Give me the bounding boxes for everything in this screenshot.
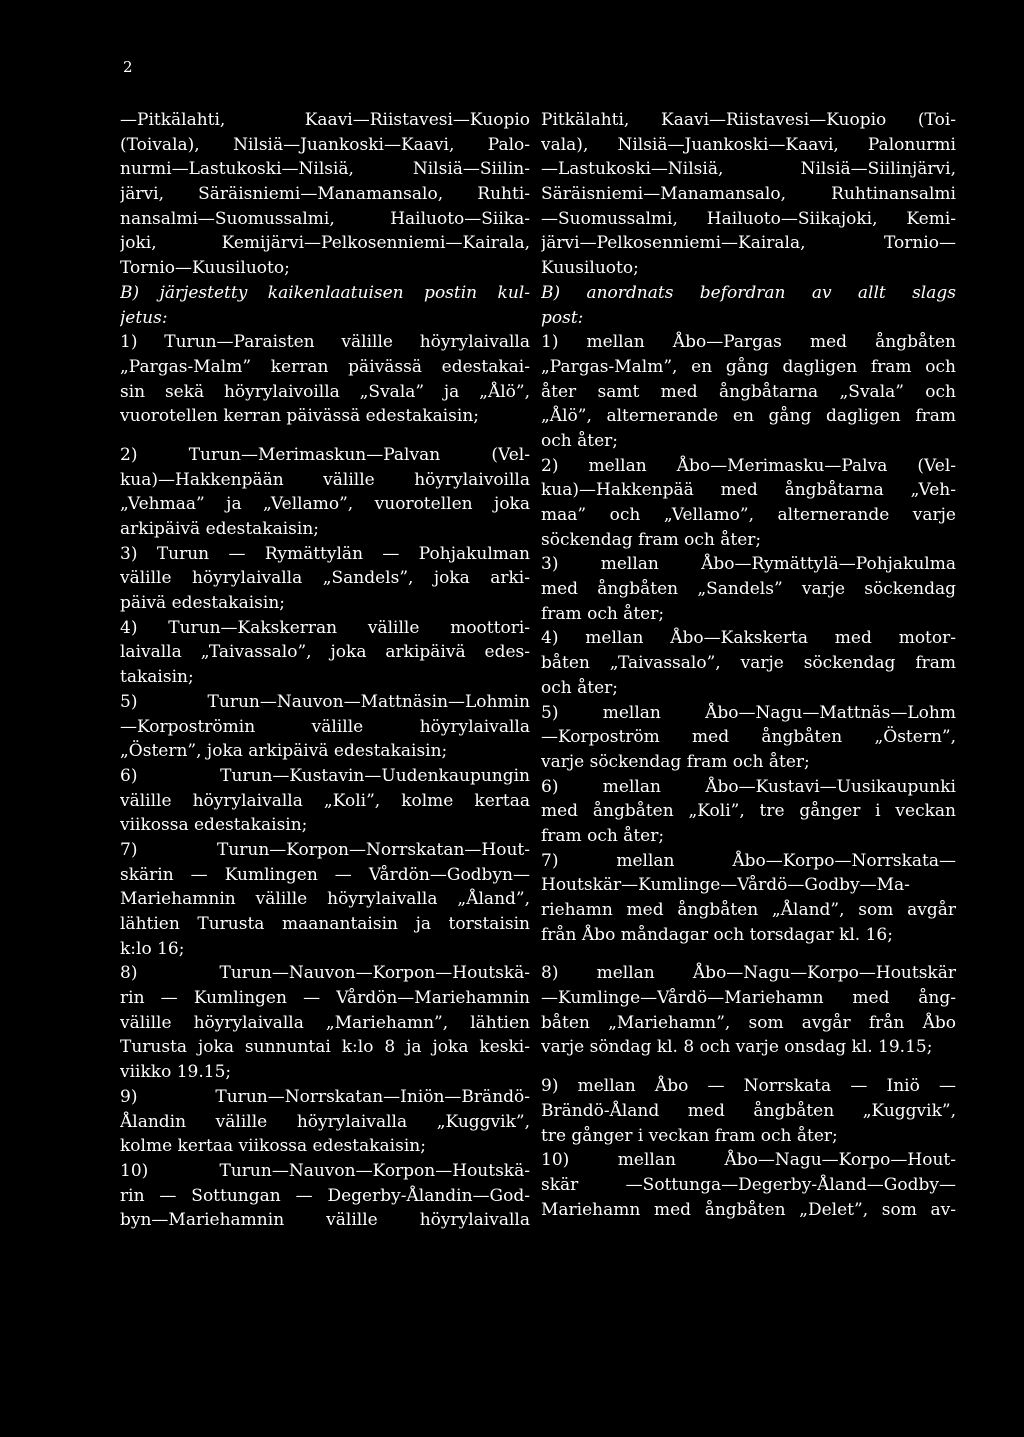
text-line: Mariehamnin välille höyrylaivalla „Åland”,	[120, 889, 530, 910]
text-line: skärin — Kumlingen — Vårdön—Godbyn—	[120, 864, 530, 885]
text-line: —Korpoströmin välille höyrylaivalla	[120, 716, 530, 737]
text-line: varje söckendag fram och åter;	[541, 751, 810, 772]
text-line: 2) Turun—Merimaskun—Palvan (Vel-	[120, 444, 530, 465]
text-line: 6) Turun—Kustavin—Uudenkaupungin	[120, 765, 530, 786]
text-line: från Åbo måndagar och torsdagar kl. 16;	[541, 924, 893, 945]
text-line: 8) mellan Åbo—Nagu—Korpo—Houtskär	[541, 963, 956, 984]
text-line: 2) mellan Åbo—Merimasku—Palva (Vel-	[541, 455, 956, 476]
paragraph-gap	[541, 1060, 956, 1074]
text-line: 4) Turun—Kakskerran välille moottori-	[120, 617, 530, 638]
text-line: välille höyrylaivalla „Koli”, kolme kertaa	[120, 790, 530, 811]
text-line: med ångbåten „Sandels” varje söckendag	[541, 579, 956, 600]
text-line: Houtskär—Kumlinge—Vårdö—Godby—Ma-	[541, 875, 910, 896]
text-line: 10) Turun—Nauvon—Korpon—Houtskä-	[120, 1160, 530, 1181]
text-line: 1) mellan Åbo—Pargas med ångbåten	[541, 332, 956, 353]
text-line: Kuusiluoto;	[541, 258, 639, 279]
text-line: „Pargas-Malm” kerran päivässä edestakai-	[120, 356, 530, 377]
text-line: Turusta joka sunnuntai k:lo 8 ja joka keski-	[120, 1037, 530, 1058]
text-line: —Suomussalmi, Hailuoto—Siikajoki, Kemi-	[541, 208, 956, 229]
text-line: —Korpoström med ångbåten „Östern”,	[541, 727, 956, 748]
text-line: —Lastukoski—Nilsiä, Nilsiä—Siilinjärvi,	[541, 159, 956, 180]
text-line: fram och åter;	[541, 825, 665, 846]
text-line: post:	[541, 307, 584, 328]
text-line: 1) Turun—Paraisten välille höyrylaivalla	[120, 332, 530, 353]
text-line: med ångbåten „Koli”, tre gånger i veckan	[541, 801, 956, 822]
text-line: jetus:	[120, 307, 168, 328]
text-line: 9) mellan Åbo — Norrskata — Iniö —	[541, 1076, 956, 1097]
swedish-column	[541, 108, 956, 1222]
page-number: 2	[123, 58, 133, 76]
text-line: rin — Kumlingen — Vårdön—Mariehamnin	[120, 988, 530, 1009]
text-line: kolme kertaa viikossa edestakaisin;	[120, 1136, 426, 1157]
text-line: järvi, Säräisniemi—Manamansalo, Ruhti-	[120, 184, 530, 205]
text-line: båten „Mariehamn”, som avgår från Åbo	[541, 1012, 956, 1033]
text-line: Säräisniemi—Manamansalo, Ruhtinansalmi	[541, 184, 956, 205]
text-line: och åter;	[541, 430, 618, 451]
text-line: välille höyrylaivalla „Mariehamn”, lähtien	[120, 1012, 530, 1033]
text-line: „Ålö”, alternerande en gång dagligen fram	[541, 406, 956, 427]
text-line: „Vehmaa” ja „Vellamo”, vuorotellen joka	[120, 494, 530, 515]
text-line: nurmi—Lastukoski—Nilsiä, Nilsiä—Siilin-	[120, 159, 530, 180]
text-line: joki, Kemijärvi—Pelkosenniemi—Kairala,	[120, 233, 530, 254]
text-line: lähtien Turusta maanantaisin ja torstaisin	[120, 914, 530, 934]
text-line: byn—Mariehamnin välille höyrylaivalla	[120, 1210, 530, 1231]
text-line: B) anordnats befordran av allt slags	[541, 282, 956, 303]
text-line: kua)—Hakkenpää med ångbåtarna „Veh-	[541, 480, 956, 501]
text-line: viikko 19.15;	[120, 1062, 232, 1083]
text-line: skär —Sottunga—Degerby-Åland—Godby—	[541, 1174, 956, 1195]
text-line: och åter;	[541, 677, 618, 698]
text-line: 10) mellan Åbo—Nagu—Korpo—Hout-	[541, 1150, 956, 1171]
text-line: arkipäivä edestakaisin;	[120, 519, 320, 539]
text-line: 7) Turun—Korpon—Norrskatan—Hout-	[120, 839, 530, 860]
text-line: 5) mellan Åbo—Nagu—Mattnäs—Lohm	[541, 702, 956, 723]
text-line: 7) mellan Åbo—Korpo—Norrskata—	[541, 850, 956, 871]
text-line: B) järjestetty kaikenlaatuisen postin kul-	[120, 282, 530, 303]
text-line: 3) mellan Åbo—Rymättylä—Pohjakulma	[541, 554, 956, 575]
text-line: 6) mellan Åbo—Kustavi—Uusikaupunki	[541, 776, 956, 797]
text-line: åter samt med ångbåtarna „Svala” och	[541, 381, 956, 402]
text-line: 8) Turun—Nauvon—Korpon—Houtskä-	[120, 963, 530, 984]
text-line: fram och åter;	[541, 603, 665, 624]
text-line: laivalla „Taivassalo”, joka arkipäivä edes-	[120, 642, 530, 663]
text-line: riehamn med ångbåten „Åland”, som avgår	[541, 900, 956, 920]
text-line: Brändö-Åland med ångbåten „Kuggvik”,	[541, 1100, 956, 1121]
text-line: söckendag fram och åter;	[541, 529, 762, 550]
text-line: varje söndag kl. 8 och varje onsdag kl. 19.15;	[541, 1037, 933, 1058]
text-line: rin — Sottungan — Degerby-Ålandin—God-	[120, 1185, 530, 1206]
text-line: sin sekä höyrylaivoilla „Svala” ja „Ålö”,	[120, 381, 530, 402]
text-line: „Östern”, joka arkipäivä edestakaisin;	[120, 741, 448, 762]
text-line: vala), Nilsiä—Juankoski—Kaavi, Palonurmi	[541, 134, 956, 155]
text-line: maa” och „Vellamo”, alternerande varje	[541, 505, 956, 525]
text-line: päivä edestakaisin;	[120, 593, 286, 614]
text-line: —Pitkälahti, Kaavi—Riistavesi—Kuopio	[120, 110, 530, 130]
text-line: Pitkälahti, Kaavi—Riistavesi—Kuopio (Toi-	[541, 110, 956, 130]
text-line: —Kumlinge—Vårdö—Mariehamn med ång-	[541, 988, 956, 1009]
text-line: 4) mellan Åbo—Kakskerta med motor-	[541, 628, 956, 649]
text-line: kua)—Hakkenpään välille höyrylaivoilla	[120, 469, 530, 490]
text-line: k:lo 16;	[120, 938, 185, 959]
text-line: Tornio—Kuusiluoto;	[120, 258, 290, 279]
text-line: järvi—Pelkosenniemi—Kairala, Tornio—	[541, 233, 956, 254]
text-line: nansalmi—Suomussalmi, Hailuoto—Siika-	[120, 208, 530, 229]
text-line: båten „Taivassalo”, varje söckendag fram	[541, 653, 956, 674]
text-line: tre gånger i veckan fram och åter;	[541, 1125, 838, 1146]
text-line: välille höyrylaivalla „Sandels”, joka arki-	[120, 568, 530, 589]
text-line: Ålandin välille höyrylaivalla „Kuggvik”,	[120, 1111, 530, 1132]
paragraph-gap	[120, 429, 530, 443]
text-line: vuorotellen kerran päivässä edestakaisin;	[120, 406, 480, 427]
text-line: „Pargas-Malm”, en gång dagligen fram och	[541, 356, 956, 377]
paragraph-gap	[541, 947, 956, 961]
text-line: takaisin;	[120, 667, 194, 688]
text-line: 3) Turun — Rymättylän — Pohjakulman	[120, 543, 530, 564]
text-line: 5) Turun—Nauvon—Mattnäsin—Lohmin	[120, 691, 530, 712]
text-line: viikossa edestakaisin;	[120, 815, 308, 836]
text-line: (Toivala), Nilsiä—Juankoski—Kaavi, Palo-	[120, 134, 530, 155]
text-line: 9) Turun—Norrskatan—Iniön—Brändö-	[120, 1086, 530, 1107]
text-line: Mariehamn med ångbåten „Delet”, som av-	[541, 1199, 956, 1220]
finnish-column	[120, 108, 530, 1233]
